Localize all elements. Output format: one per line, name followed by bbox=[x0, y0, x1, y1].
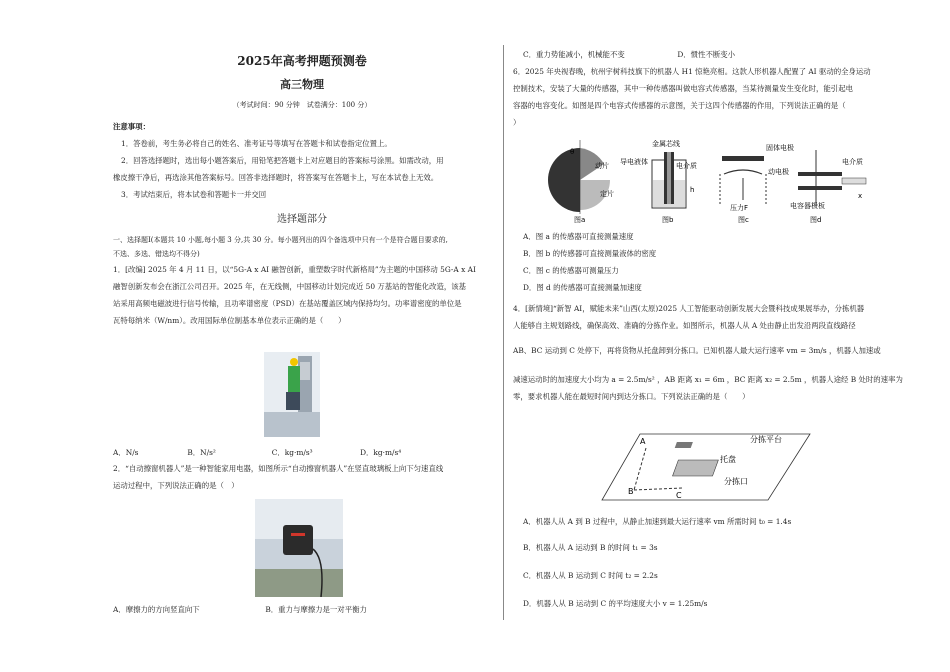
capacitor-sensors-figure bbox=[540, 134, 880, 226]
label-x: x bbox=[858, 192, 863, 200]
q3-options bbox=[523, 228, 903, 296]
q1-line1: 1．[改编] 2025 年 4 月 11 日，以“5G-A x AI 融智创新，重塑数字时代新格局”为主题的中国移动 5G-A x AI bbox=[113, 265, 476, 274]
label-fixed: 定片 bbox=[600, 190, 614, 198]
label-plate: 电容器极板 bbox=[790, 202, 825, 210]
q4-option-a[interactable]: A．机器人从 A 到 B 过程中，从静止加速到最大运行速率 vm 所需时间 t₀ = 1.4s bbox=[523, 517, 792, 526]
left-column bbox=[113, 50, 491, 329]
label-theta: θ bbox=[570, 148, 575, 156]
q4-line4: 减速运动时的加速度大小均为 a = 2.5m/s² ，AB 距离 x₁ = 6m ，BC 距离 x₂ = 2.5m ，机器人途经 B 处时的速率为 bbox=[513, 375, 903, 384]
q1-option-c[interactable]: C．kg·m/s³ bbox=[271, 448, 313, 457]
fig-d bbox=[790, 150, 866, 224]
notice-3: 3．考试结束后，将本试卷和答题卡一并交回 bbox=[121, 190, 267, 199]
notice-2: 2．回答选择题时，选出每小题答案后，用铅笔把答题卡上对应题目的答案标号涂黑。如需改动，用 bbox=[121, 156, 444, 165]
label-moving: 动片 bbox=[595, 162, 609, 170]
label-fig-b: 图b bbox=[662, 216, 674, 224]
q1-line3: 站采用高频电磁波进行信号传输，且功率谱密度（PSD）在基站覆盖区域内保持均匀。功率谱密度的单位是 bbox=[113, 299, 462, 308]
label-conductive: 导电液体 bbox=[620, 158, 648, 166]
q3-option-a[interactable]: A．图 a 的传感器可直接测量速度 bbox=[523, 232, 634, 241]
q3-option-b[interactable]: B．图 b 的传感器可直接测量液体的密度 bbox=[523, 249, 657, 258]
label-metal-core: 金属芯线 bbox=[652, 140, 680, 148]
q1-options bbox=[113, 444, 493, 461]
fig-b bbox=[620, 139, 697, 224]
label-pressure: 压力F bbox=[730, 204, 749, 212]
q3-line4: ） bbox=[513, 118, 521, 127]
point-a: A bbox=[640, 437, 646, 446]
q1-photo bbox=[264, 352, 320, 437]
exam-info: （考试时间：90 分钟 试卷满分：100 分） bbox=[232, 101, 372, 109]
label-h: h bbox=[690, 186, 695, 194]
q3-option-c[interactable]: C．图 c 的传感器可测量压力 bbox=[523, 266, 619, 275]
q4-line3: AB、BC 运动到 C 处停下，再将货物从托盘卸到分拣口。已知机器人最大运行速率 vm = 3m/s ，机器人加速或 bbox=[513, 346, 881, 355]
column-divider bbox=[503, 45, 504, 620]
q4-option-c[interactable]: C．机器人从 B 运动到 C 时间 t₂ = 2.2s bbox=[523, 571, 658, 580]
base-station-worker-icon bbox=[264, 352, 320, 437]
label-dielectric: 电介质 bbox=[676, 162, 697, 170]
q2-line2: 运动过程中，下列说法正确的是（ ） bbox=[113, 481, 239, 490]
q4-stem bbox=[513, 300, 913, 405]
q1-option-b[interactable]: B．N/s² bbox=[187, 448, 216, 457]
q1-line4: 瓦特每纳米（W/nm）。改用国际单位制基本单位表示正确的是（ ） bbox=[113, 316, 346, 325]
part1-line1: 一、选择题Ⅰ(本题共 10 小题,每小题 3 分,共 30 分。每小题列出的四个备选项中只有一个是符合题目要求的, bbox=[113, 236, 448, 244]
q3-option-d[interactable]: D．图 d 的传感器可直接测量加速度 bbox=[523, 283, 642, 292]
exam-title: 2025年高考押题预测卷 bbox=[237, 54, 367, 68]
label-fig-d: 图d bbox=[810, 216, 822, 224]
q1-option-d[interactable]: D．kg·m/s⁴ bbox=[360, 448, 402, 457]
fig-a bbox=[548, 140, 614, 224]
q4-line2: 人能够自主规划路线，确保高效、准确的分拣作业。如图所示，机器人从 A 处由静止出发沿两段直线路径 bbox=[513, 321, 856, 330]
q3-line3: 容器的电容变化。如图是四个电容式传感器的示意图，关于这四个传感器的作用，下列说法正确的是（ bbox=[513, 101, 846, 110]
window-cleaning-robot-icon bbox=[255, 499, 343, 597]
q4-line5: 零，要求机器人能在最短时间内到达分拣口。下列说法正确的是（ ） bbox=[513, 392, 750, 401]
q2-photo bbox=[255, 499, 343, 597]
point-c: C bbox=[676, 491, 682, 500]
label-fig-c: 图c bbox=[738, 216, 749, 224]
q2-option-d[interactable]: D．惯性不断变小 bbox=[677, 50, 736, 59]
sorting-platform-figure bbox=[600, 428, 820, 504]
q2-stem bbox=[113, 460, 493, 494]
q1-option-a[interactable]: A．N/s bbox=[113, 448, 139, 457]
q4-options bbox=[523, 513, 913, 612]
q4-option-b[interactable]: B．机器人从 A 运动到 B 的时间 t₁ = 3s bbox=[523, 543, 658, 552]
label-tray: 托盘 bbox=[720, 455, 736, 464]
q4-line1: 4．[新情境]“新智 AI，赋能未来”山西(太原)2025 人工智能驱动创新发展大会暨科技成果展举办，分拣机器 bbox=[513, 304, 865, 313]
notice-1: 1．答卷前，考生务必将自己的姓名、准考证号等填写在答题卡和试卷指定位置上。 bbox=[121, 139, 392, 148]
point-b: B bbox=[628, 487, 634, 496]
q1-line2: 融智创新发布会在浙江公司召开。2025 年，在无线侧，中国移动计划完成近 50 万基站的智能化改造，该基 bbox=[113, 282, 467, 291]
q3-line1: 6．2025 年央视春晚，杭州宇树科技旗下的机器人 H1 惊艳亮相。这款人形机器人配置了 AI 驱动的全身运动 bbox=[513, 67, 871, 76]
right-column bbox=[513, 46, 913, 131]
part1-line2: 不选、多选、错选均不得分) bbox=[113, 250, 200, 258]
label-platform: 分拣平台 bbox=[750, 435, 782, 444]
label-fig-a: 图a bbox=[574, 216, 586, 224]
label-dielectric-d: 电介质 bbox=[842, 158, 863, 166]
q2-option-c[interactable]: C．重力势能减小，机械能不变 bbox=[523, 50, 625, 59]
notice-2-cont: 橡皮擦干净后，再选涂其他答案标号。回答非选择题时，将答案写在答题卡上，写在本试卷上无效。 bbox=[113, 173, 439, 182]
fig-c bbox=[720, 143, 794, 224]
exam-subject: 高三物理 bbox=[280, 78, 324, 91]
notice-title: 注意事项： bbox=[113, 122, 150, 131]
q2-options bbox=[113, 601, 493, 618]
label-outlet: 分拣口 bbox=[724, 477, 748, 486]
label-solid-electrode: 固体电极 bbox=[766, 144, 794, 152]
section-title: 选择题部分 bbox=[277, 214, 327, 225]
q2-option-b[interactable]: B．重力与摩擦力是一对平衡力 bbox=[265, 605, 367, 614]
label-moving-electrode: 动电极 bbox=[768, 168, 789, 176]
q2-option-a[interactable]: A．摩擦力的方向竖直向下 bbox=[113, 605, 200, 614]
q2-line1: 2．“自动擦窗机器人”是一种智能家用电器，如图所示“自动擦窗机器人”在竖直玻璃板上向下匀速直线 bbox=[113, 464, 444, 473]
q4-option-d[interactable]: D．机器人从 B 运动到 C 的平均速度大小 v = 1.25m/s bbox=[523, 599, 708, 608]
q2-more-options bbox=[513, 46, 913, 63]
q3-line2: 控制技术，安装了大量的传感器，其中一种传感器叫做电容式传感器，当某待测量发生变化时，能引起电 bbox=[513, 84, 853, 93]
